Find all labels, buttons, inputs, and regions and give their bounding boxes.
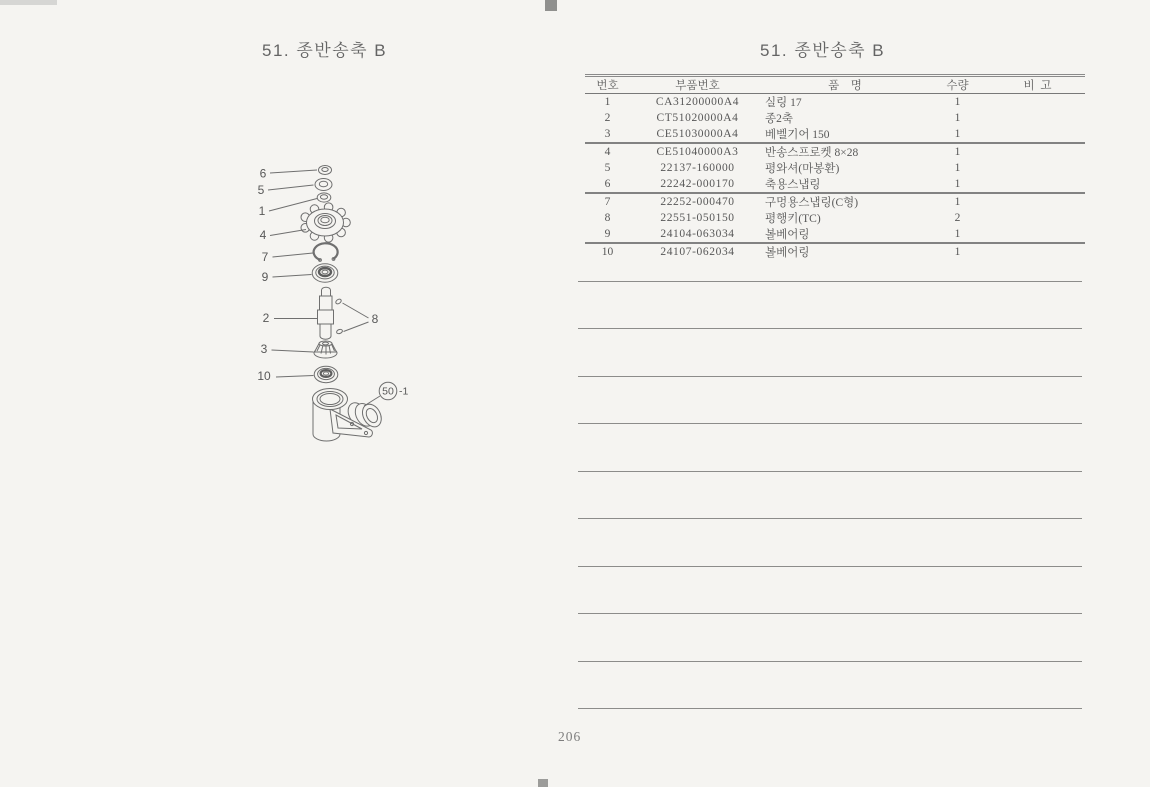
cell-name: 축용스냅링 xyxy=(765,176,925,193)
cell-qty: 1 xyxy=(925,126,990,143)
cell-remarks xyxy=(990,126,1085,143)
ruled-line xyxy=(578,423,1082,424)
cell-no: 4 xyxy=(604,146,611,158)
cell-qty: 1 xyxy=(954,146,961,158)
cell-qty: 1 xyxy=(954,196,961,208)
cell-qty: 2 xyxy=(954,212,961,224)
cell-no: 8 xyxy=(604,212,611,224)
table-row xyxy=(585,94,1085,111)
callout-3: 3 xyxy=(260,342,268,356)
cell-qty: 1 xyxy=(925,226,990,243)
cell-no: 7 xyxy=(604,196,611,208)
cell-remarks xyxy=(990,210,1085,226)
callout-5: 5 xyxy=(257,183,265,197)
table-row xyxy=(585,176,1085,193)
cell-remarks xyxy=(990,143,1085,160)
cell-remarks xyxy=(990,243,1085,260)
ruled-line xyxy=(578,471,1082,472)
cell-remarks xyxy=(990,226,1085,243)
callout-2: 2 xyxy=(262,311,270,325)
assembly-callout-number: 50 xyxy=(382,385,394,398)
part-9-ball-bearing-drawing xyxy=(312,264,338,282)
cell-name: 볼베어링 xyxy=(765,247,810,259)
cell-no: 3 xyxy=(585,126,630,143)
callout-7: 7 xyxy=(261,250,269,264)
assembly-callout-suffix: -1 xyxy=(399,385,409,398)
table-row xyxy=(585,160,1085,176)
right-page-title: 51. 종반송축 B xyxy=(760,41,886,60)
table-row xyxy=(585,126,1085,143)
cell-remarks xyxy=(990,193,1085,210)
callout-8: 8 xyxy=(371,312,379,326)
ruled-line xyxy=(578,328,1082,329)
cell-qty: 1 xyxy=(954,96,961,108)
table-row xyxy=(585,226,1085,243)
left-page-title: 51. 종반송축 B xyxy=(262,41,388,60)
cell-part-no: 24107-062034 xyxy=(660,246,735,258)
cell-part-no: CE51030000A4 xyxy=(630,126,765,143)
scan-binding-mark-bottom xyxy=(538,779,548,787)
part-8-keys-drawing xyxy=(335,298,343,334)
col-header-no: 번호 xyxy=(585,76,630,94)
cell-name: 종2축 xyxy=(765,113,793,125)
cell-qty: 1 xyxy=(954,162,961,174)
callout-6: 6 xyxy=(259,166,267,181)
cell-name: 볼베어링 xyxy=(765,226,925,243)
col-header-part-no: 부품번호 xyxy=(630,76,765,94)
ruled-line xyxy=(578,566,1082,567)
table-row xyxy=(585,243,1085,260)
ruled-line xyxy=(578,376,1082,377)
cell-part-no: CE51040000A3 xyxy=(656,146,739,158)
cell-qty: 1 xyxy=(925,176,990,193)
cell-remarks xyxy=(990,94,1085,111)
part-1-seal-ring-drawing xyxy=(317,193,331,202)
cell-remarks xyxy=(990,160,1085,176)
exploded-parts-diagram xyxy=(245,150,480,460)
part-6-nut-drawing xyxy=(319,166,332,175)
cell-part-no: 22137-160000 xyxy=(660,162,735,174)
cell-name: 베벨기어 150 xyxy=(765,126,925,143)
callout-1: 1 xyxy=(258,204,266,218)
cell-qty: 1 xyxy=(954,246,961,258)
cell-no: 6 xyxy=(585,176,630,193)
table-row xyxy=(585,193,1085,210)
callout-4: 4 xyxy=(259,228,267,242)
cell-remarks xyxy=(990,110,1085,126)
part-2-shaft-drawing xyxy=(318,287,334,339)
assembly-callout-50-1 xyxy=(379,382,408,400)
part-4-sprocket-drawing xyxy=(301,203,350,242)
part-5-washer-drawing xyxy=(315,179,332,191)
table-row xyxy=(585,110,1085,126)
parts-table xyxy=(585,74,1085,260)
cell-name: 반송스프로켓 8×28 xyxy=(765,147,859,159)
cell-name: 평와셔(마봉환) xyxy=(765,163,840,175)
cell-no: 5 xyxy=(604,162,611,174)
cell-no: 9 xyxy=(585,226,630,243)
cell-no: 1 xyxy=(604,96,611,108)
table-header-row xyxy=(585,76,1085,94)
housing-assembly-drawing xyxy=(313,389,386,442)
ruled-line xyxy=(578,661,1082,662)
ruled-line xyxy=(578,281,1082,282)
page-number: 206 xyxy=(558,729,582,744)
scan-smudge-top-left xyxy=(0,0,57,5)
cell-qty: 1 xyxy=(954,112,961,124)
cell-part-no: 22551-050150 xyxy=(660,212,735,224)
cell-remarks xyxy=(990,176,1085,193)
col-header-remarks: 비 고 xyxy=(990,76,1085,94)
cell-part-no: 24104-063034 xyxy=(630,226,765,243)
cell-no: 2 xyxy=(604,112,611,124)
part-7-snap-ring-drawing xyxy=(314,243,338,261)
col-header-name: 품 명 xyxy=(765,76,925,94)
ruled-line xyxy=(578,518,1082,519)
cell-part-no: 22252-000470 xyxy=(660,196,735,208)
cell-name: 평행키(TC) xyxy=(765,213,821,225)
table-row xyxy=(585,210,1085,226)
callout-9: 9 xyxy=(261,270,269,284)
col-header-qty: 수량 xyxy=(925,76,990,94)
cell-name: 구멍용스냅링(C형) xyxy=(765,197,859,209)
table-row xyxy=(585,143,1085,160)
scan-binding-mark-top xyxy=(545,0,557,11)
cell-part-no: 22242-000170 xyxy=(630,176,765,193)
part-10-ball-bearing-drawing xyxy=(314,366,338,382)
callout-10: 10 xyxy=(257,369,271,383)
part-3-bevel-gear-drawing xyxy=(314,341,337,358)
cell-part-no: CA31200000A4 xyxy=(655,96,740,108)
cell-name: 실링 17 xyxy=(765,97,802,109)
ruled-line xyxy=(578,613,1082,614)
ruled-line xyxy=(578,708,1082,709)
cell-no: 10 xyxy=(601,246,614,258)
cell-part-no: CT51020000A4 xyxy=(656,112,739,124)
